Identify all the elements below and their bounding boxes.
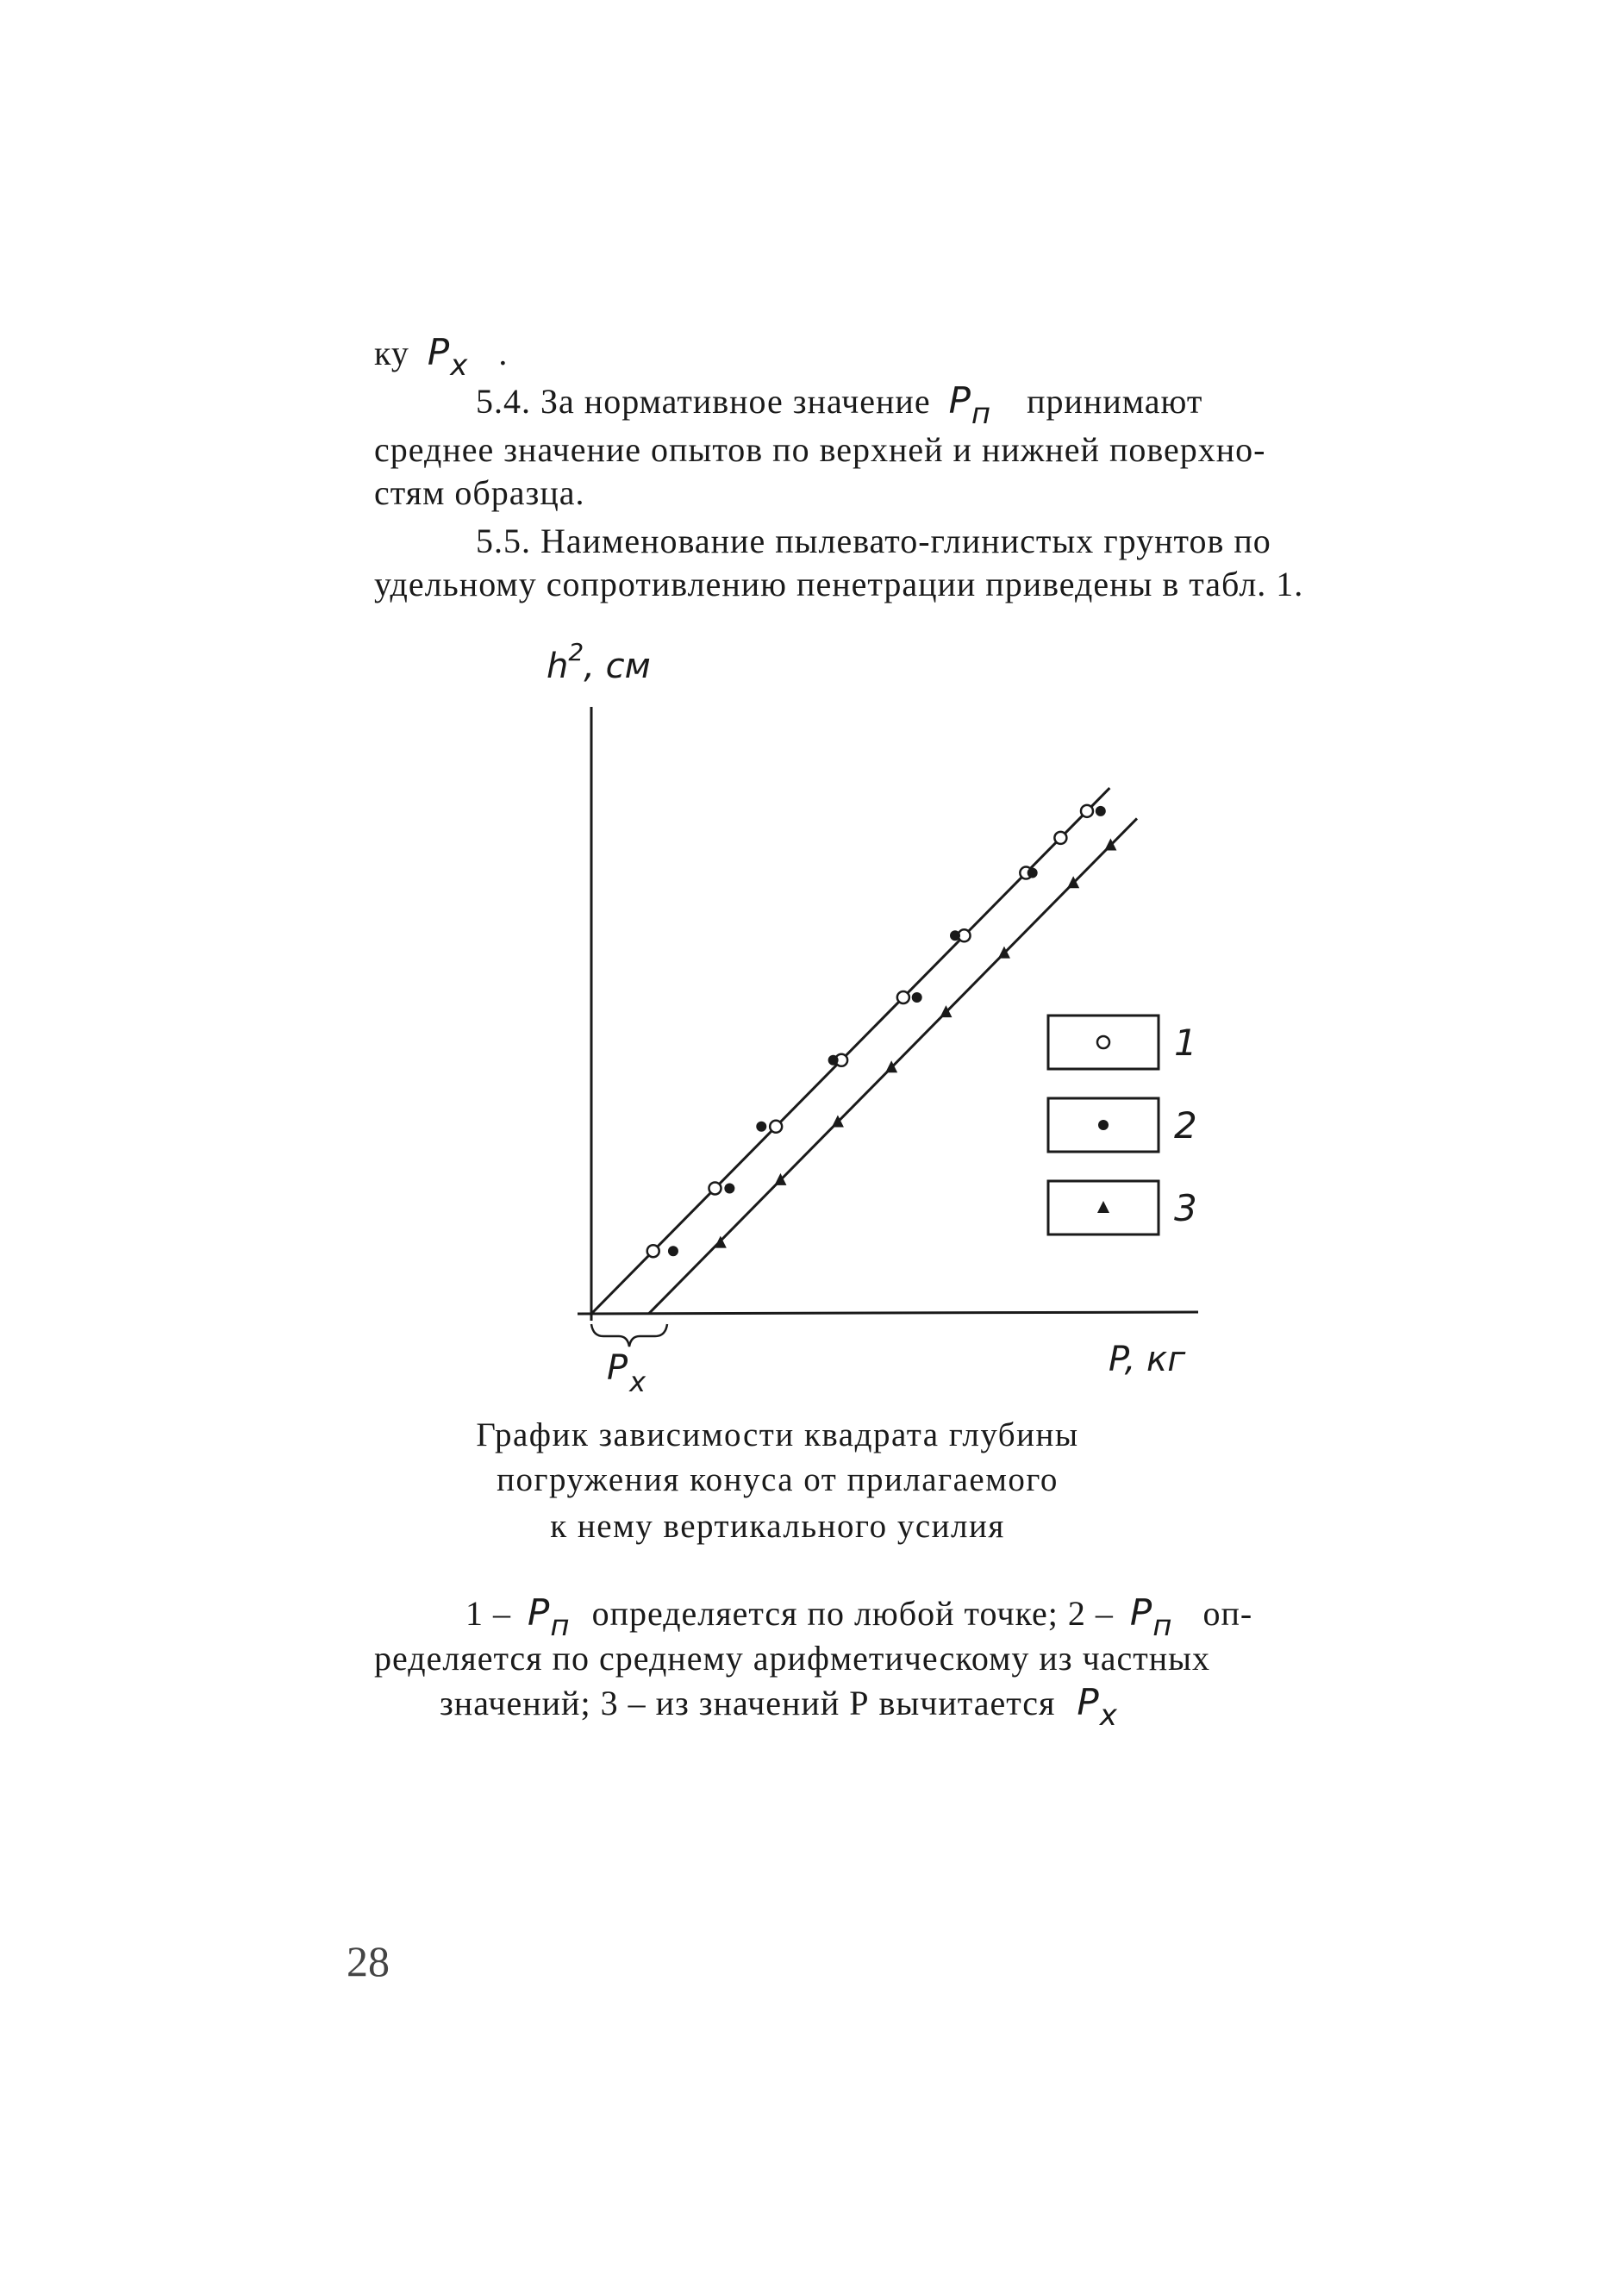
x-axis-label: P, кг — [1109, 1340, 1186, 1379]
px-symbol: $P_x$ — [427, 331, 469, 383]
notes-line1: $1 - P_п$ определяется по любой точке; $2 - P_п$ оп- — [465, 1591, 1253, 1643]
x-axis — [578, 1312, 1198, 1314]
data-points — [647, 805, 1117, 1257]
figure-caption-line1: График зависимости квадрата глубины — [476, 1416, 1079, 1453]
data-point-filled-dot — [950, 930, 960, 941]
figure-caption-line3: к нему вертикального усилия — [550, 1508, 1005, 1545]
data-point-open-circle — [1054, 832, 1066, 844]
para-5-5-line1: 5.5. Наименование пылевато-глинистых грунтов по — [476, 522, 1271, 560]
data-point-open-circle — [897, 991, 909, 1003]
legend — [1048, 1016, 1197, 1234]
data-point-filled-dot — [1027, 868, 1038, 878]
axes — [547, 638, 1198, 1397]
penetration-chart — [517, 621, 1241, 1397]
legend-marker-open-circle — [1097, 1036, 1109, 1048]
notes-line2: ределяется по среднему арифметическому из частных — [374, 1639, 1210, 1678]
legend-label-3: 3 — [1174, 1187, 1197, 1229]
legend-marker-triangle — [1097, 1201, 1109, 1213]
data-point-filled-dot — [668, 1246, 678, 1256]
data-point-open-circle — [1081, 805, 1093, 817]
data-point-open-circle — [709, 1182, 721, 1194]
para-5-4-line1: 5.4. За нормативное значение $P_п$ принимают — [476, 379, 1203, 431]
data-point-filled-dot — [724, 1183, 734, 1193]
legend-marker-filled-dot — [1098, 1120, 1109, 1130]
pn-symbol: $P_п$ — [1129, 1591, 1173, 1643]
data-point-filled-dot — [828, 1055, 839, 1066]
px-brace — [591, 1324, 667, 1347]
data-point-filled-dot — [756, 1122, 766, 1132]
pn-symbol: $P_п$ — [948, 379, 992, 431]
data-point-open-circle — [770, 1121, 782, 1133]
notes-line3: значений; 3 – из значений Р вычитается $P_x$ — [440, 1681, 1118, 1733]
data-point-open-circle — [647, 1245, 659, 1257]
px-offset-label: $P_x$ — [607, 1348, 646, 1397]
data-point-filled-dot — [1096, 806, 1106, 816]
data-point-filled-dot — [912, 992, 922, 1003]
para-5-4-line2: среднее значение опытов по верхней и нижней поверхно- — [374, 430, 1266, 469]
legend-label-2: 2 — [1174, 1104, 1197, 1147]
legend-label-1: 1 — [1174, 1022, 1197, 1064]
figure-caption-line2: погружения конуса от прилагаемого — [497, 1461, 1059, 1498]
pn-symbol: $P_п$ — [528, 1591, 571, 1643]
fit-line-upper — [591, 788, 1109, 1314]
para-5-5-line2: удельному сопротивлению пенетрации приведены в табл. 1. — [374, 565, 1304, 603]
line-continuation: ку $P_x$ . — [374, 331, 509, 383]
page-number: 28 — [347, 1937, 390, 1985]
y-axis-label: $h^2$, см — [547, 638, 651, 686]
px-symbol: $P_x$ — [1077, 1681, 1118, 1733]
para-5-4-line3: стям образца. — [374, 473, 585, 512]
